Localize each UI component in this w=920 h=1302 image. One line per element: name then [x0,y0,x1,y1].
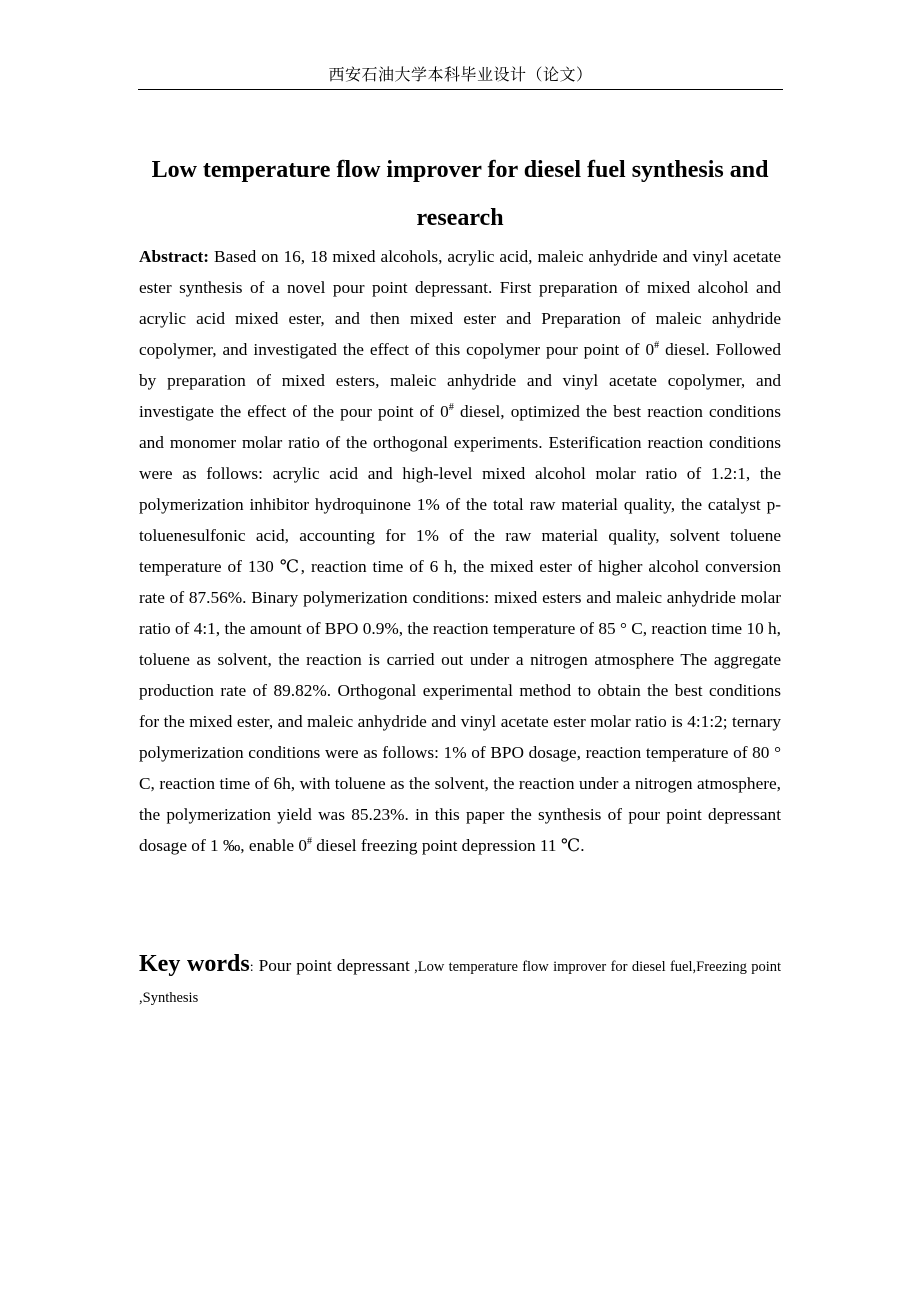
abstract-text-3: diesel, optimized the best reaction conditions and monomer molar ratio of the orthogonal experiments. Esterification reaction conditions were as follows: acrylic acid and high-level mixed alcohol molar ratio of 1.2:1, the polymerization inhibitor hydroquinone 1% of the total raw material quality, the catalyst p-toluenesulfonic acid, accounting for 1% of the raw material quality, solvent toluene temperature of 130 ℃, reaction time of 6 h, the mixed ester of higher alcohol conversion rate of 87.56%. Binary polymerization conditions: mixed esters and maleic anhydride molar ratio of 4:1, the amount of BPO 0.9%, the reaction temperature of 85 ° C, reaction time 10 h, toluene as solvent, the reaction is carried out under a nitrogen atmosphere The aggregate production rate of 89.82%. Orthogonal experimental method to obtain the best conditions for the mixed ester, and maleic anhydride and vinyl acetate ester molar ratio is 4:1:2; ternary polymerization conditions were as follows: 1% of BPO dosage, reaction temperature of 80 ° C, reaction time of 6h, with toluene as the solvent, the reaction under a nitrogen atmosphere, the polymerization yield was 85.23%. in this paper the synthesis of pour point depressant dosage of 1 ‰, enable 0 [139,402,781,855]
abstract-text-1: Based on 16, 18 mixed alcohols, acrylic acid, maleic anhydride and vinyl acetate ester synthesis of a novel pour point depressant. First preparation of mixed alcohol and acrylic acid mixed ester, and then mixed ester and Preparation of maleic anhydride copolymer, and investigated the effect of this copolymer pour point of 0 [139,247,781,359]
abstract-superscript-2: # [448,402,454,413]
abstract-text-4: diesel freezing point depression 11 ℃. [311,836,585,855]
abstract-text-2: diesel. Followed by preparation of mixed esters, maleic anhydride and vinyl acetate copolymer, and investigate the effect of the pour point of 0 [139,340,781,421]
abstract-label: Abstract: [139,247,210,266]
paper-title: Low temperature flow improver for diesel fuel synthesis and research [151,157,769,231]
abstract-paragraph [139,241,781,861]
keywords-label: Key words [139,951,250,977]
running-header: 西安石油大学本科毕业设计（论文） [328,65,593,84]
header-rule [138,89,783,90]
keywords-colon: : [249,960,254,975]
abstract-superscript-1: # [654,340,660,351]
keywords-list: ,Low temperature flow improver for diesel fuel,Freezing point ,Synthesis [139,959,781,1006]
abstract-superscript-3: # [306,836,312,847]
keyword-first: Pour point depressant [253,956,410,975]
keywords-paragraph [139,949,781,1014]
